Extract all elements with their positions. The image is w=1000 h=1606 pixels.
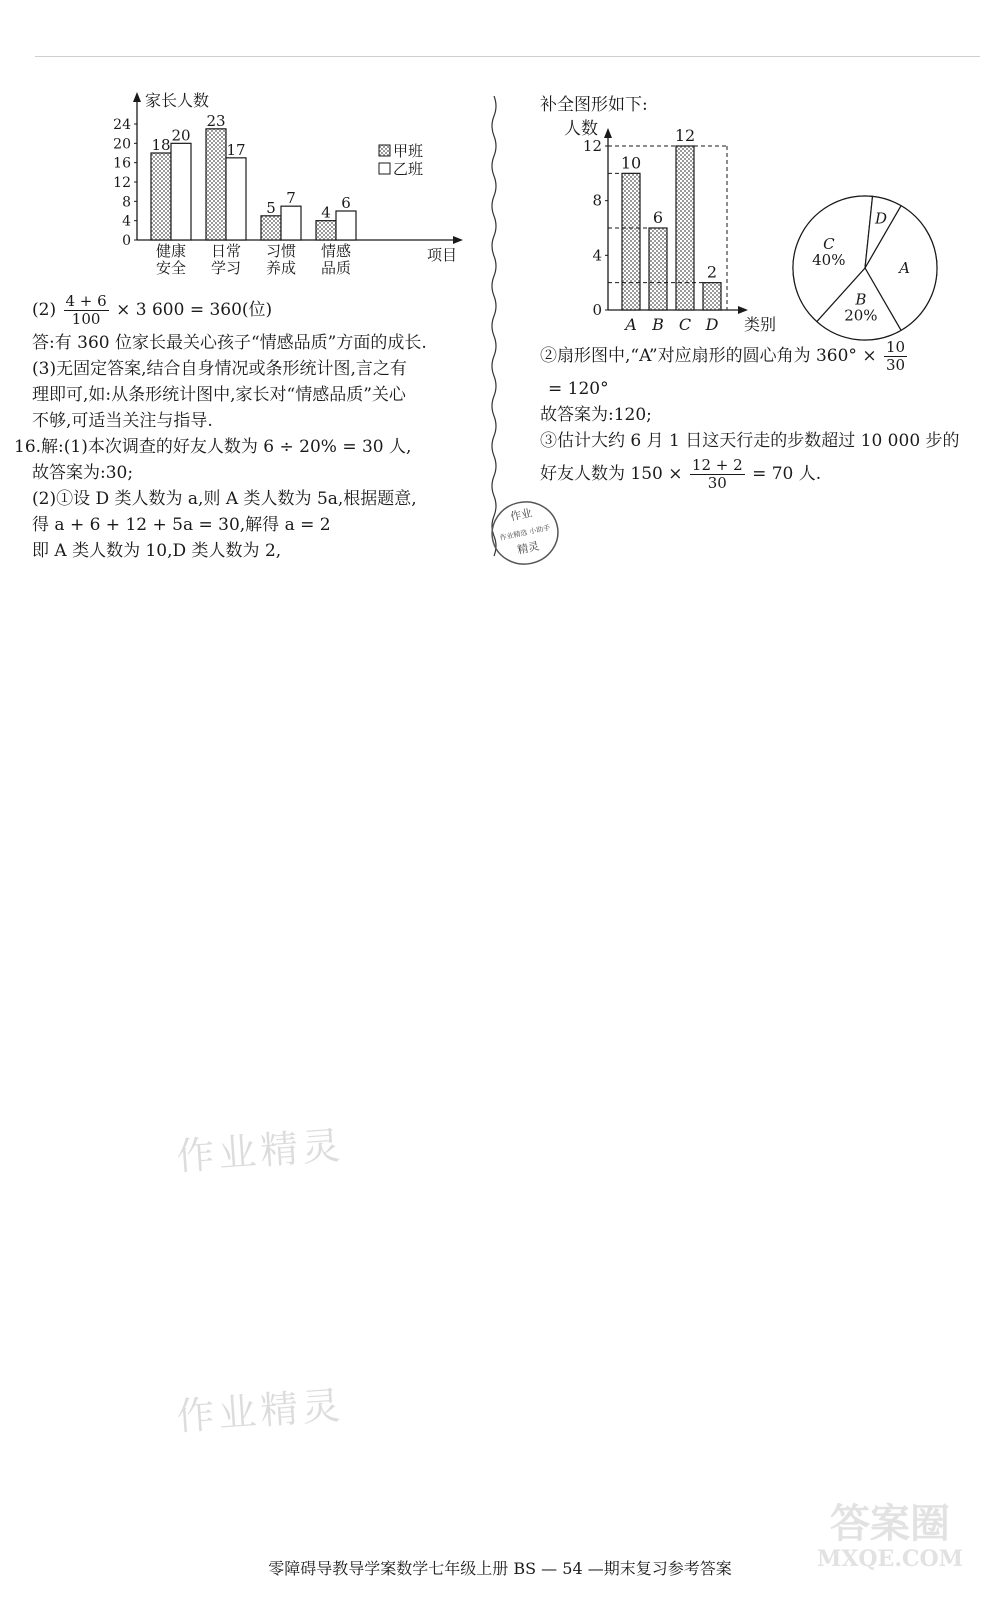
bar — [676, 146, 694, 310]
x-axis-label: 类别 — [744, 315, 777, 334]
stamp-line-1: 作业 — [509, 506, 534, 524]
q16-line-4: 得 a + 6 + 12 + 5a = 30,解得 a = 2 — [32, 515, 331, 535]
q2-fraction — [64, 293, 109, 328]
q2-prefix: (2) — [32, 300, 57, 320]
stamp-seal — [489, 498, 561, 568]
bar — [261, 216, 281, 240]
x-axis-arrow — [453, 236, 463, 244]
pie-slice-label: D — [874, 209, 888, 228]
watermark-1: 作业精灵 — [174, 1123, 346, 1179]
logo-text: 答案圈 — [830, 1500, 950, 1547]
pie-percent-label: 40% — [812, 250, 846, 269]
y-tick-label: 16 — [113, 155, 131, 172]
y-tick-label: 8 — [122, 194, 131, 211]
bar-value-label: 4 — [321, 203, 331, 222]
x-tick-label: 安全 — [155, 259, 187, 277]
stamp-line-2: 作业精选 小助手 — [499, 523, 551, 543]
bar — [206, 129, 226, 240]
x-tick-label: 日常 — [210, 242, 242, 260]
q2-fraction-denominator: 100 — [71, 310, 101, 328]
x-tick-label: 养成 — [265, 259, 297, 277]
x-tick-label: C — [678, 315, 692, 334]
bar — [649, 228, 667, 310]
x-tick-label: B — [652, 315, 664, 334]
q2-suffix: × 3 600 = 360(位) — [116, 300, 273, 320]
bar-value-label: 23 — [206, 111, 226, 130]
x-tick-label: A — [625, 315, 637, 334]
category-pie-chart — [785, 188, 945, 348]
q3-line-1: (3)无固定答案,结合自身情况或条形统计图,言之有 — [32, 359, 407, 379]
y-tick-label: 4 — [122, 213, 131, 230]
p3-fraction-numerator: 12 + 2 — [691, 456, 743, 474]
intro-text: 补全图形如下: — [540, 95, 648, 115]
pie-slice-label: B — [855, 290, 867, 309]
x-axis-label: 项目 — [427, 246, 458, 264]
pie-slice-label: C — [823, 234, 835, 253]
x-tick-label: D — [705, 315, 719, 334]
x-tick-label: 学习 — [210, 259, 242, 277]
y-tick-label: 20 — [113, 136, 131, 153]
p3-line-1: ③估计大约 6 月 1 日这天行走的步数超过 10 000 步的 — [540, 431, 960, 451]
p2-fraction-numerator: 10 — [885, 338, 906, 356]
y-tick-label: 0 — [122, 233, 131, 249]
legend-swatch — [379, 163, 390, 174]
p3-fraction — [690, 457, 745, 492]
p3-fraction-denominator: 30 — [707, 474, 727, 492]
q3-line-3: 不够,可适当关注与指导. — [32, 411, 213, 431]
p2-prefix: ②扇形图中,“A”对应扇形的圆心角为 360° × — [540, 346, 877, 366]
bar — [316, 221, 336, 240]
p2-fraction-denominator: 30 — [885, 356, 906, 374]
left-column — [14, 90, 482, 564]
bar-value-label: 12 — [674, 126, 696, 145]
x-tick-label: 健康 — [155, 242, 187, 260]
bar — [151, 153, 171, 240]
bar-value-label: 2 — [706, 262, 718, 282]
bar-value-label: 20 — [171, 126, 191, 145]
bar-value-label: 18 — [151, 136, 171, 154]
page-footer: 零障碍导教导学案数学七年级上册 BS — 54 —期末复习参考答案 — [268, 1559, 732, 1578]
bar-value-label: 6 — [652, 208, 664, 227]
stamp-line-3: 精灵 — [516, 539, 541, 557]
pie-slice-label: A — [899, 258, 911, 277]
p2-answer: 故答案为:120; — [540, 405, 652, 425]
y-tick-label: 0 — [592, 301, 602, 319]
x-tick-label: 品质 — [320, 259, 352, 277]
bar — [171, 143, 191, 240]
pie-percent-label: 20% — [844, 306, 878, 325]
class-bar-chart — [87, 90, 467, 290]
q16-line-1-text: 解:(1)本次调查的好友人数为 6 ÷ 20% = 30 人, — [41, 437, 412, 457]
top-rule — [35, 56, 980, 57]
y-axis-arrow — [604, 128, 612, 138]
y-axis-arrow — [133, 92, 141, 102]
p3-suffix: = 70 人. — [752, 464, 822, 484]
x-tick-label: 习惯 — [265, 242, 297, 260]
q2-answer: 答:有 360 位家长最关心孩子“情感品质”方面的成长. — [32, 333, 427, 353]
y-tick-label: 24 — [113, 117, 131, 133]
bar — [622, 173, 640, 310]
x-tick-label: 情感 — [320, 242, 352, 260]
p3-prefix: 好友人数为 150 × — [540, 464, 683, 484]
y-axis-label: 家长人数 — [145, 91, 210, 110]
category-bar-chart — [540, 118, 790, 336]
q3-line-2: 理即可,如:从条形统计图中,家长对“情感品质”关心 — [32, 385, 406, 405]
bar — [226, 158, 246, 240]
q16-line-1 — [14, 434, 482, 460]
y-tick-label: 4 — [592, 246, 602, 265]
bar-value-label: 6 — [341, 194, 351, 212]
bar-value-label: 7 — [286, 189, 296, 208]
p2-result: = 120° — [548, 379, 609, 399]
bar-value-label: 5 — [266, 198, 276, 217]
q16-line-5: 即 A 类人数为 10,D 类人数为 2, — [32, 541, 282, 561]
q16-line-2: 故答案为:30; — [32, 463, 134, 483]
legend-swatch — [379, 145, 390, 156]
watermark-2: 作业精灵 — [174, 1383, 346, 1439]
bar-value-label: 10 — [620, 153, 642, 173]
legend-label: 甲班 — [393, 142, 424, 160]
x-axis-arrow — [738, 306, 748, 314]
p3-line-2 — [540, 454, 980, 494]
bar — [281, 206, 301, 240]
y-tick-label: 8 — [592, 191, 602, 210]
bar — [336, 211, 356, 240]
q2-calculation — [32, 290, 482, 330]
y-axis-label: 人数 — [564, 119, 598, 139]
figures-row — [540, 118, 980, 336]
q16-number: 16. — [14, 437, 42, 457]
logo-domain: MXQE.COM — [816, 1546, 964, 1572]
right-column — [540, 92, 980, 494]
y-tick-label: 12 — [582, 137, 602, 155]
y-tick-label: 12 — [113, 175, 131, 191]
q16-line-3: (2)①设 D 类人数为 a,则 A 类人数为 5a,根据题意, — [32, 489, 417, 509]
column-divider — [488, 96, 500, 566]
bar — [703, 283, 721, 310]
legend-label: 乙班 — [393, 160, 424, 178]
bar-value-label: 17 — [226, 140, 246, 159]
q2-fraction-numerator: 4 + 6 — [65, 292, 107, 310]
